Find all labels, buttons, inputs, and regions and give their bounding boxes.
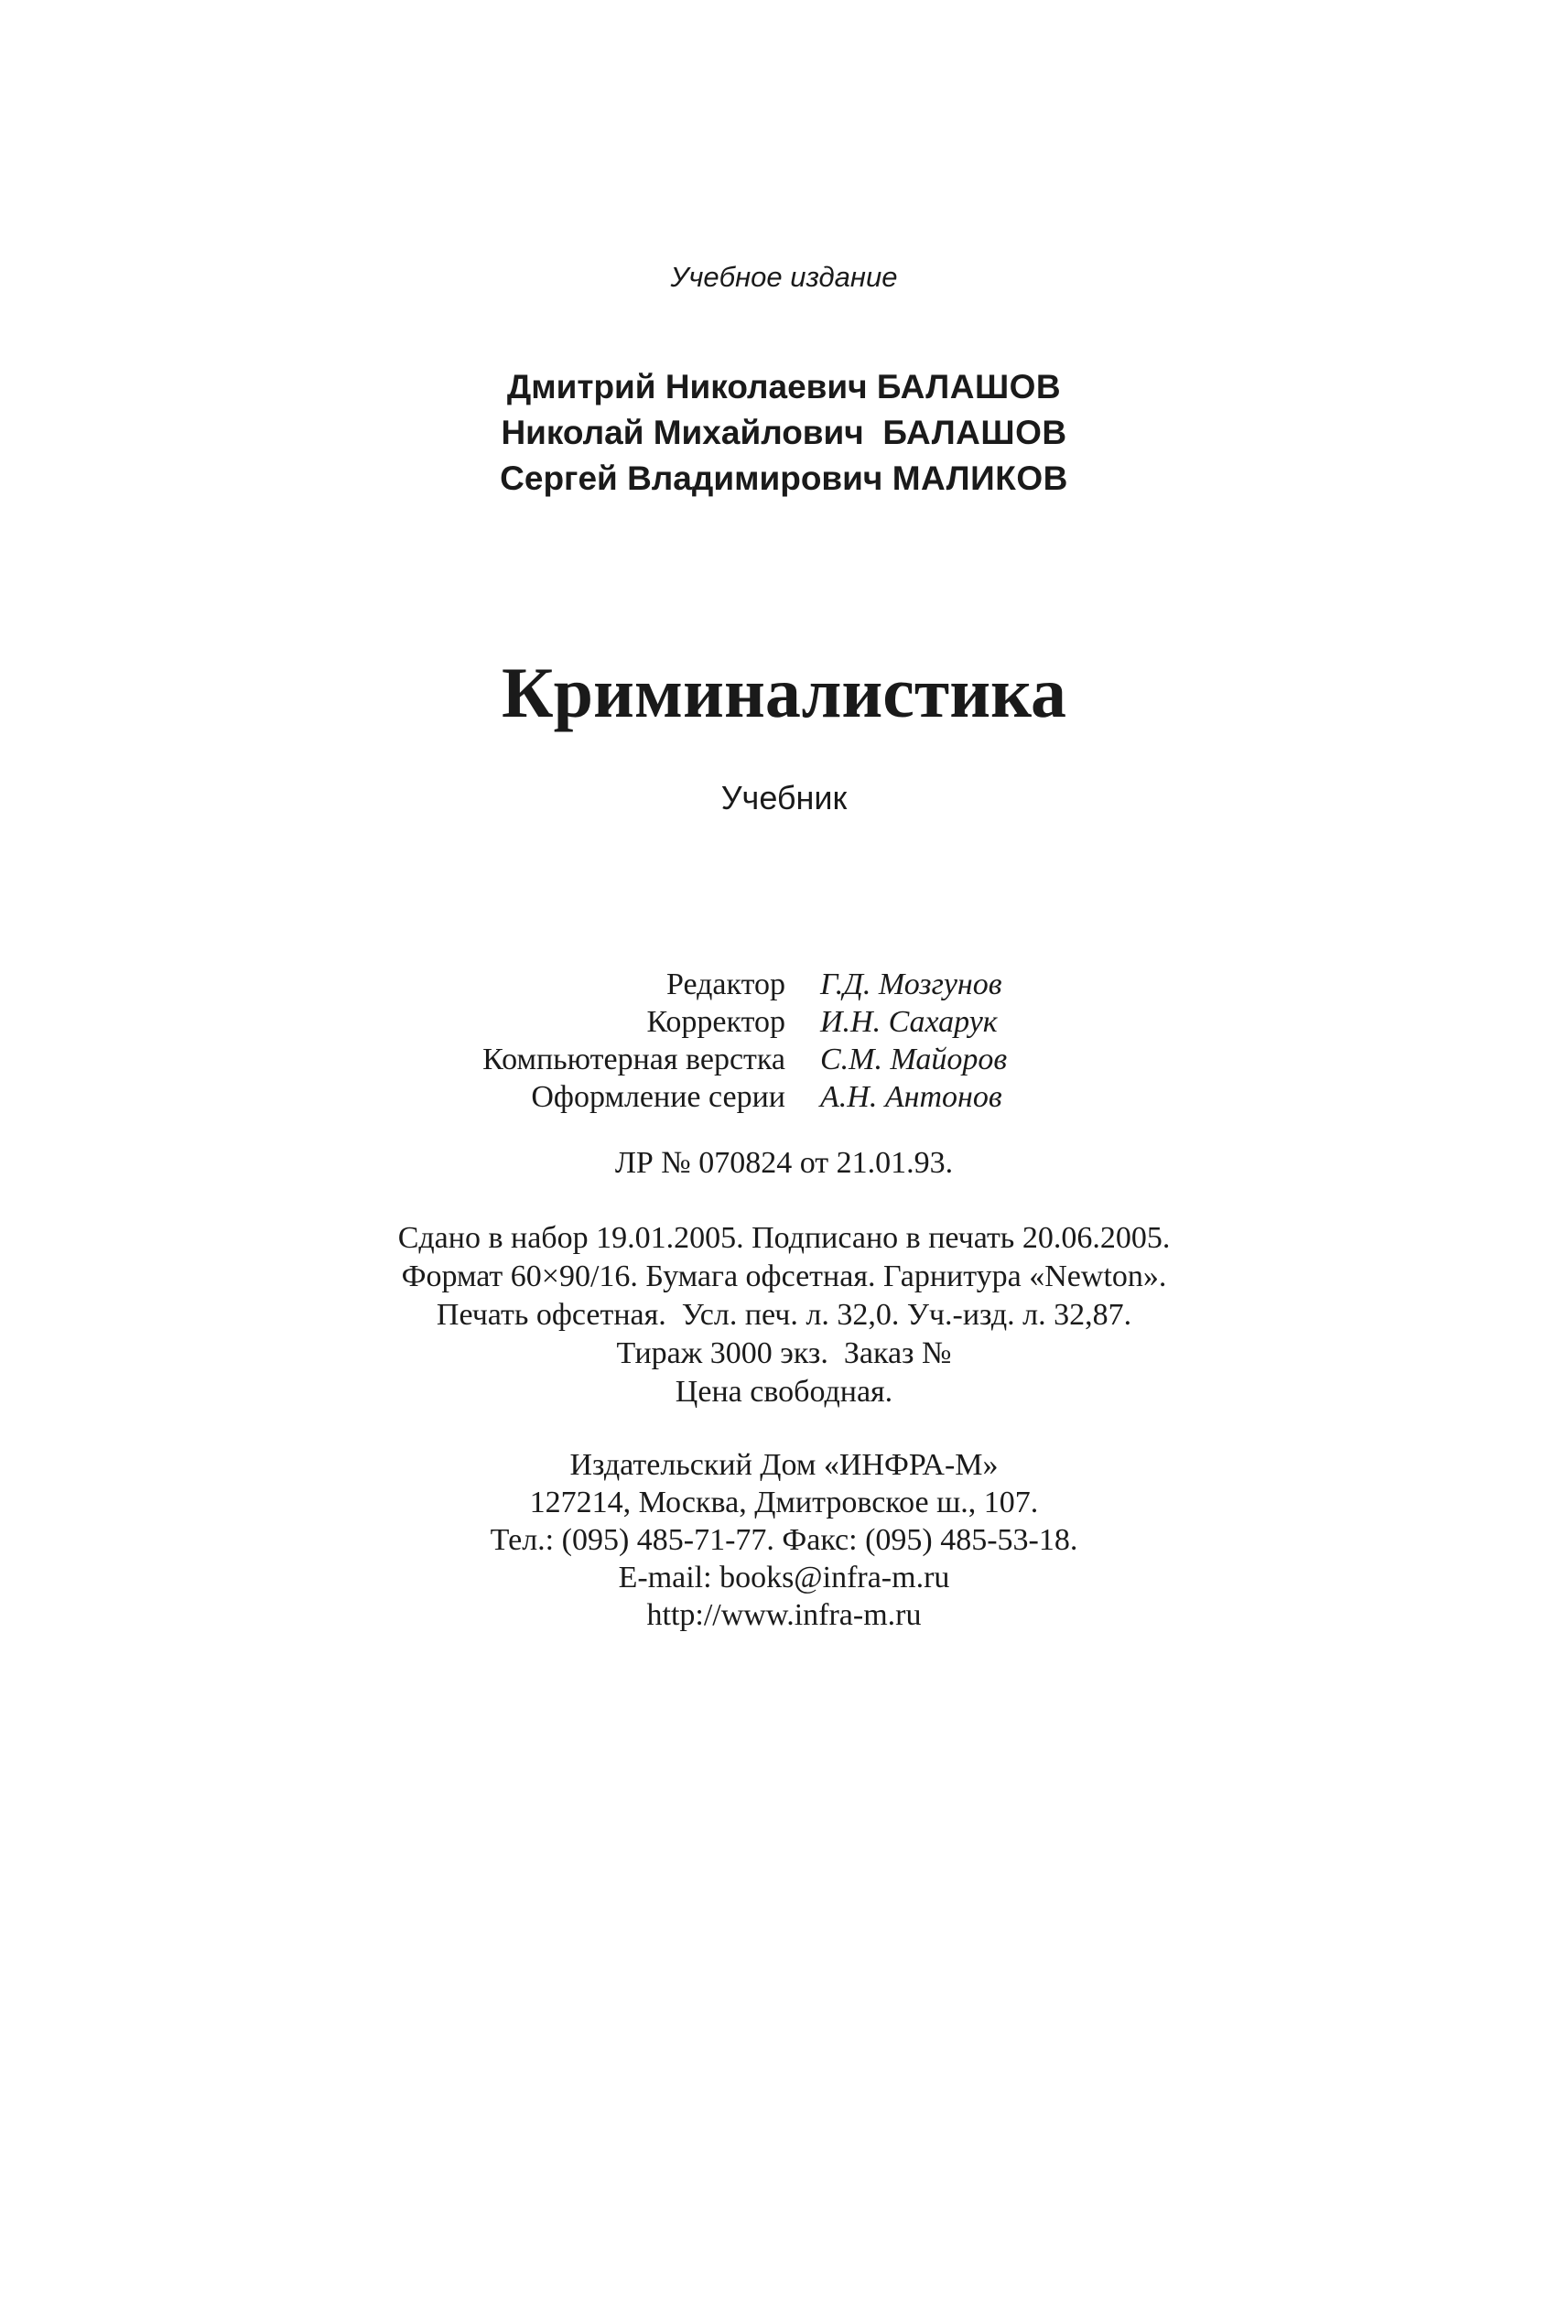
publisher-address: 127214, Москва, Дмитровское ш., 107. (529, 1486, 1039, 1519)
publisher-email: E-mail: books@infra-m.ru (618, 1561, 950, 1594)
credit-row (0, 1078, 1568, 1116)
credit-name: И.Н. Сахарук (820, 1005, 998, 1039)
author-surname: БАЛАШОВ (876, 368, 1062, 405)
print-info-line: Тираж 3000 экз. Заказ № (616, 1336, 952, 1370)
print-info-line: Сдано в набор 19.01.2005. Подписано в печать 20.06.2005. (397, 1221, 1171, 1255)
author-name: Николай Михайлович (501, 414, 874, 451)
publisher-phones: Тел.: (095) 485-71-77. Факс: (095) 485-53-18. (490, 1523, 1078, 1557)
author-line (0, 364, 1568, 410)
author-name: Сергей Владимирович (500, 459, 883, 497)
credit-name: Г.Д. Мозгунов (820, 967, 1002, 1001)
print-info-line: Формат 60×90/16. Бумага офсетная. Гарнитура «Newton». (401, 1259, 1167, 1293)
credit-role: Оформление серии (531, 1080, 785, 1114)
credit-role: Корректор (646, 1005, 785, 1039)
credit-role: Редактор (666, 967, 785, 1001)
credit-name: А.Н. Антонов (820, 1080, 1002, 1114)
license-number: ЛР № 070824 от 21.01.93. (614, 1146, 954, 1180)
print-info-line: Цена свободная. (675, 1375, 893, 1409)
author-surname: БАЛАШОВ (882, 414, 1067, 451)
credit-row (0, 1041, 1568, 1078)
print-info-block (0, 1219, 1568, 1411)
publisher-block (0, 1446, 1568, 1634)
author-surname: МАЛИКОВ (892, 459, 1068, 497)
publisher-website: http://www.infra-m.ru (646, 1598, 922, 1632)
authors-block (0, 364, 1568, 502)
print-info-line: Печать офсетная. Усл. печ. л. 32,0. Уч.-изд. л. 32,87. (436, 1298, 1132, 1332)
credit-name: С.М. Майоров (820, 1043, 1008, 1076)
book-kind: Учебник (720, 779, 848, 816)
author-line (0, 456, 1568, 502)
author-line (0, 410, 1568, 456)
publisher-name: Издательский Дом «ИНФРА-М» (569, 1448, 999, 1482)
author-name: Дмитрий Николаевич (506, 368, 868, 405)
credit-row (0, 966, 1568, 1003)
book-title: Криминалистика (502, 653, 1066, 732)
credit-role: Компьютерная верстка (482, 1043, 785, 1076)
credit-row (0, 1003, 1568, 1041)
credits-block (0, 966, 1568, 1116)
edition-type: Учебное издание (670, 261, 898, 293)
